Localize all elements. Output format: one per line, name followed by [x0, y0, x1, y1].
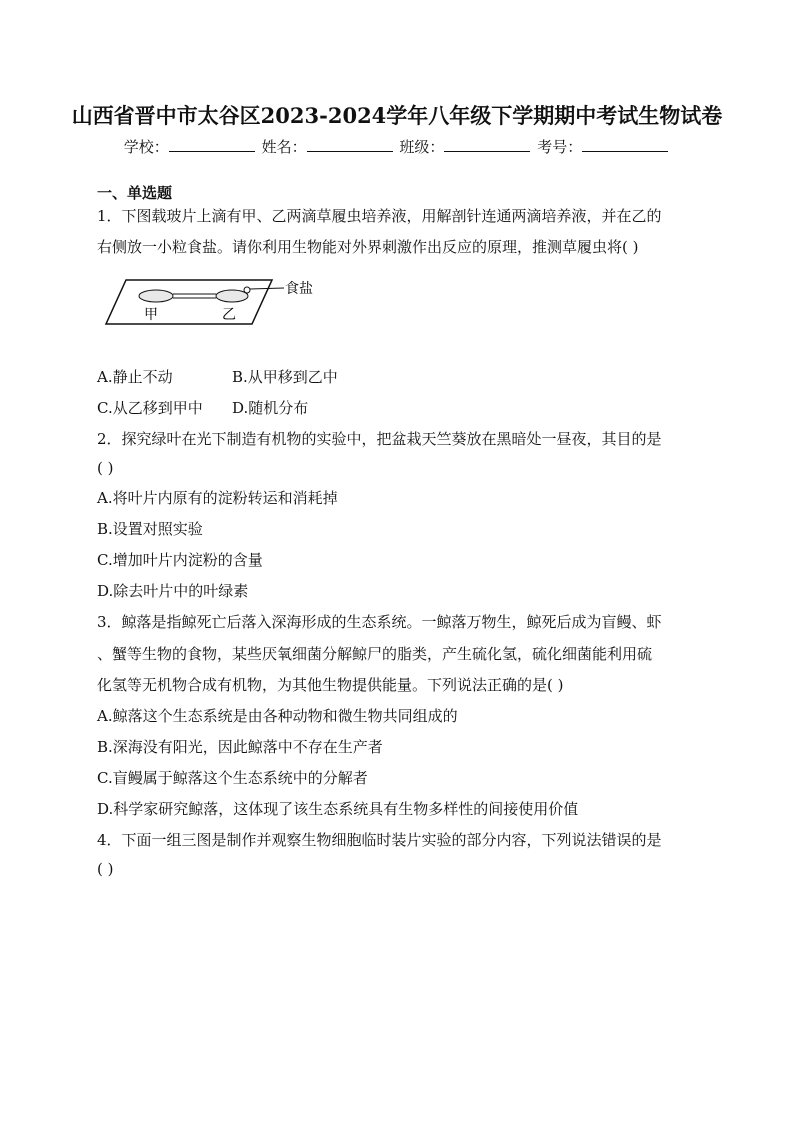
q1-line1: 1．下图载玻片上滴有甲、乙两滴草履虫培养液，用解剖针连通两滴培养液，并在乙的	[97, 207, 662, 225]
school-blank	[169, 137, 255, 152]
section-heading: 一、单选题	[97, 184, 173, 202]
q2-line1: 2．探究绿叶在光下制造有机物的实验中，把盆栽天竺葵放在黑暗处一昼夜，其目的是	[97, 430, 662, 448]
salt-grain	[244, 287, 250, 293]
drop-jia	[139, 290, 173, 302]
q3-option-a: A.鲸落这个生态系统是由各种动物和微生物共同组成的	[97, 707, 458, 725]
q2-line2: ( )	[97, 459, 114, 477]
drop-yi	[216, 290, 248, 302]
q1-option-c: C.从乙移到甲中	[97, 399, 203, 417]
exam-number-label: 考号：	[537, 138, 583, 156]
class-blank	[444, 137, 530, 152]
page-title: 山西省晋中市太谷区2023-2024学年八年级下学期期中考试生物试卷	[71, 103, 723, 128]
q3-line3: 化氢等无机物合成有机物，为其他生物提供能量。下列说法正确的是( )	[97, 676, 564, 694]
q1-option-b: B.从甲移到乙中	[232, 368, 338, 386]
q3-line1: 3．鲸落是指鲸死亡后落入深海形成的生态系统。一鲸落万物生，鲸死后成为盲鳗、虾	[97, 613, 662, 631]
q1-option-d: D.随机分布	[232, 399, 309, 417]
q3-option-d: D.科学家研究鲸落，这体现了该生态系统具有生物多样性的间接使用价值	[97, 800, 579, 818]
school-label: 学校：	[123, 138, 169, 156]
q3-option-c: C.盲鳗属于鲸落这个生态系统中的分解者	[97, 769, 368, 787]
name-blank	[307, 137, 393, 152]
q1-option-a: A.静止不动	[97, 368, 173, 386]
q2-option-c: C.增加叶片内淀粉的含量	[97, 551, 263, 569]
q2-option-b: B.设置对照实验	[97, 520, 203, 538]
q2-option-a: A.将叶片内原有的淀粉转运和消耗掉	[97, 489, 338, 507]
q3-line2: 、蟹等生物的食物，某些厌氧细菌分解鲸尸的脂类，产生硫化氢，硫化细菌能利用硫	[97, 645, 653, 663]
q2-option-d: D.除去叶片中的叶绿素	[97, 582, 249, 600]
student-info-row	[0, 136, 794, 157]
q1-line2: 右侧放一小粒食盐。请你利用生物能对外界刺激作出反应的原理，推测草履虫将( )	[97, 238, 639, 256]
q3-option-b: B.深海没有阳光，因此鲸落中不存在生产者	[97, 738, 383, 756]
label-jia: 甲	[144, 307, 158, 323]
slide-diagram	[104, 278, 334, 330]
label-salt: 食盐	[285, 281, 313, 297]
salt-pointer	[250, 288, 284, 289]
name-label: 姓名：	[261, 138, 307, 156]
class-label: 班级：	[399, 138, 445, 156]
q4-line2: ( )	[97, 860, 114, 878]
q4-line1: 4．下面一组三图是制作并观察生物细胞临时装片实验的部分内容，下列说法错误的是	[97, 831, 662, 849]
label-yi: 乙	[222, 307, 236, 323]
exam-number-blank	[582, 137, 668, 152]
